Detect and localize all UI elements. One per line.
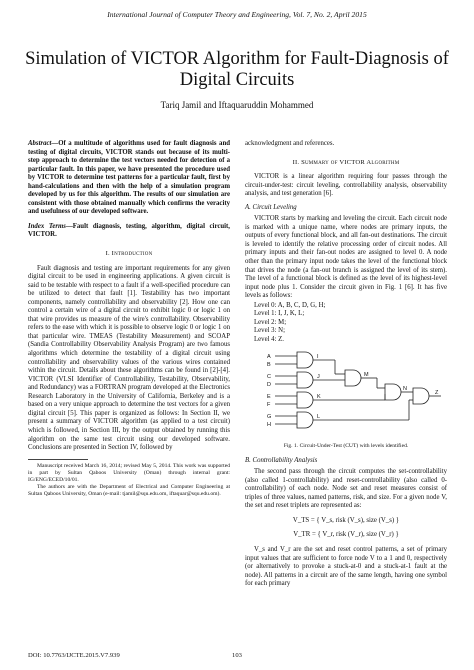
level-item: Level 4: Z. (254, 335, 285, 343)
level-item: Level 1: I, J, K, L; (254, 310, 305, 318)
level-item: Level 3: N; (254, 327, 285, 335)
abstract (28, 140, 230, 217)
acknowledgment-line: acknowledgment and references. (245, 140, 335, 147)
circuit-label: Z (435, 390, 439, 397)
formula-reset: V_TR = { V_r, risk (V_r), size (V_r) } (293, 531, 399, 539)
journal-header: International Journal of Computer Theory and Engineering, Vol. 7, No. 2, April 2015 (107, 10, 367, 19)
gate-j (297, 372, 313, 388)
footnote-manuscript: Manuscript received March 16, 2014; revised May 5, 2014. This work was supported in part by Sultan Qaboos University (Oman) through internal grant: IG/ENG/ECED/10/01. (28, 462, 230, 483)
subsection-a-title: A. Circuit Leveling (245, 203, 297, 211)
circuit-label: K (317, 394, 321, 401)
index-terms (28, 223, 230, 240)
subsection-b-title: B. Controllability Analysis (245, 456, 318, 464)
controllability-text-continued: V_s and V_r are the set and reset control patterns, a set of primary input values that are sufficient to force node V to a 1 and 0, respectively (or alternatively to provoke a stuck-at-0 and a stuck-at-1 fault at the node). All patterns in a circuit are of the same length, having one symbol for each primary (245, 545, 447, 588)
gate-l (297, 412, 313, 428)
circuit-label: G (267, 414, 272, 421)
gate-i (297, 352, 313, 368)
level-list (254, 302, 447, 345)
circuit-label: C (267, 374, 271, 381)
gate-n (385, 384, 401, 400)
right-column (245, 140, 447, 589)
circuit-label: L (317, 414, 321, 421)
circuit-label: F (267, 402, 271, 409)
formula-set: V_TS = { V_s, risk (V_s), size (V_s) } (292, 516, 400, 524)
doi: DOI: 10.7763/IJCTE.2015.V7.939 (28, 652, 120, 659)
gate-k (297, 392, 313, 408)
circuit-diagram (245, 348, 447, 436)
figure-caption: Fig. 1. Circuit-Under-Test (CUT) with levels identified. (283, 443, 409, 450)
circuit-label: M (364, 372, 369, 379)
circuit-label: H (267, 422, 271, 429)
circuit-label: J (317, 374, 320, 381)
footnote-rule (28, 459, 88, 460)
circuit-leveling-text: VICTOR starts by marking and leveling the circuit. Each circuit node is marked with a unique name, where nodes are primary inputs, the outputs of every functional block, and all fan-out destinations. The circuit is leveled to identify the relative processing order of circuit nodes. All primary inputs and their fan-out nodes are assigned to level 0. A node other than the primary input node takes the level of the functional block that drives the node (a fan-out branch is assigned the level of its stem). The level of a functional block is defined as the level of its highest-level input node plus 1. Consider the circuit given in Fig. 1 [6]. It has five levels as follows: (245, 215, 447, 300)
gate-m (345, 370, 361, 386)
index-terms-label: Index Terms (28, 222, 66, 230)
section-2-text: VICTOR is a linear algorithm requiring four passes through the circuit-under-test: circuit leveling, controllability analysis, observability analysis, and test generation [6]. (245, 173, 447, 198)
level-item: Level 0: A, B, C, D, G, H; (254, 301, 326, 309)
section-1-title: I. Introduction (105, 250, 153, 258)
introduction-text: Fault diagnosis and testing are important requirements for any given digital circuit to be used in engineering applications. A given circuit is said to be testable with respect to a fault if a well-specified procedure can be utilized to detect that fault [1]. Testability has two important components, namely controllability and observability [2]. How one can control a certain wire of a digital circuit to exhibit logic 0 or logic 1 on that wire provides us measure of the wire's controllability. Observability refers to the ease with which it is possible to observe logic 0 or logic 1 on that particular wire. TMEAS (Testability Measurement) and SCOAP (Sandia Controllability Observability Analysis Program) are two famous algorithms which determine the testability of a digital circuit using controllability and observability values of the various wires contained within the circuit. Details about these algorithms can be found in [2]-[4]. VICTOR (VLSI Identifier of Controllability, Testability, Observability, and Redundancy) was a FORTRAN program developed at the Electronics Research Laboratory in the University of California, Berkeley and is a based on a very unique approach to determine the test vectors for a given digital circuit [5]. This paper is organized as follows: In Section II, we present a summary of VICTOR algorithm (as applied to a test circuit) which is followed, in Section III, by the output obtained by running this algorithm on the same test circuit using our developed software. Conclusions are presented in Section IV, followed by (28, 264, 230, 452)
paper-authors: Tariq Jamil and Iftaquaruddin Mohammed (160, 100, 314, 110)
abstract-label: Abstract (28, 140, 52, 147)
circuit-label: I (317, 354, 319, 361)
circuit-label: E (267, 394, 271, 401)
circuit-label: D (267, 382, 271, 389)
circuit-label: B (267, 362, 271, 369)
paper-title: Simulation of VICTOR Algorithm for Fault-Diagnosis of Digital Circuits (25, 49, 449, 90)
circuit-label: A (267, 354, 271, 361)
section-2-title: II. Summary of VICTOR Algorithm (292, 158, 400, 166)
footnote-authors: The authors are with the Department of Electrical and Computer Engineering at Sultan Qaboos University, Oman (e-mail: tjamil@squ.edu.om, iftaquar@squ.edu.om). (28, 483, 230, 497)
gate-z (413, 388, 429, 404)
left-column (28, 140, 230, 498)
index-terms-text: —Fault diagnosis, testing, algorithm, digital circuit, VICTOR. (28, 222, 230, 239)
controllability-text: The second pass through the circuit computes the set-controllability (also called 1-controllability) and reset-controllability (also called 0-controllability) of each node. Node set and reset measures consist of triples of three values, named patterns, risk, and size. For a given node V, the set and reset triplets are represented as: (245, 468, 447, 510)
page-number: 103 (232, 652, 242, 659)
abstract-text: —Of a multitude of algorithms used for fault diagnosis and testing of digital circuits, VICTOR stands out because of its multi-step approach to determine the test vectors needed for detection of a particular fault. In this paper, we have presented the procedure used by VICTOR to determine test patterns for a particular fault, first by hand-calculations and then with the help of a simulation program developed by us for this algorithm. The results of our simulation are consistent with those obtained manually which confirms the veracity and usefulness of our developed software. (28, 140, 230, 216)
circuit-label: N (403, 386, 407, 393)
level-item: Level 2: M; (254, 318, 287, 326)
